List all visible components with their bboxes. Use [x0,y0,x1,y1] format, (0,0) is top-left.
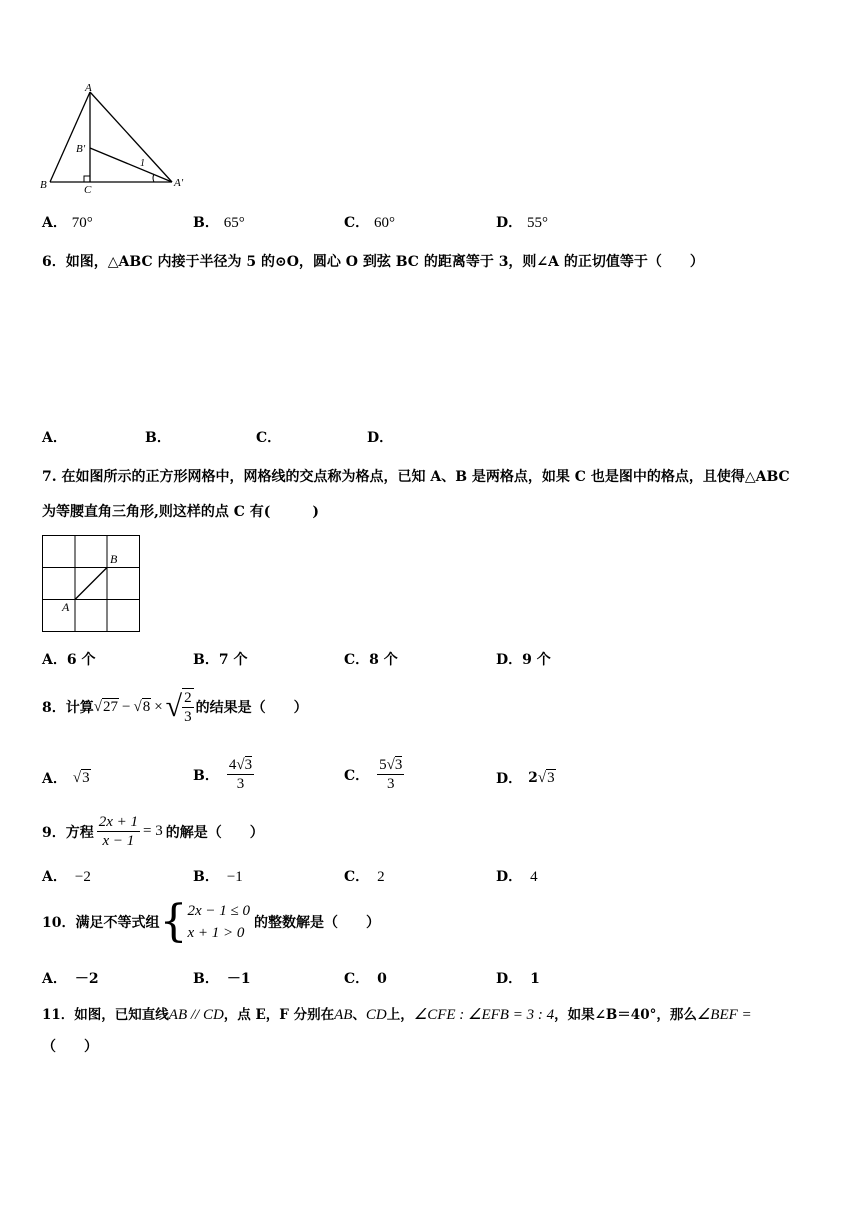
q9-option-c[interactable]: C． 2 [344,869,385,885]
q9-option-d[interactable]: D． 4 [496,869,538,885]
q6-option-a[interactable]: A． [42,430,67,446]
q8-times: × [154,698,163,715]
q7-option-b[interactable]: B．7 个 [193,652,248,668]
q10-option-a[interactable]: A． －2 [42,971,99,987]
q9-option-a[interactable]: A． −2 [42,869,91,885]
q5-option-d[interactable]: D． 55° [496,215,549,231]
question-6-text: 6．如图，△ABC 内接于半径为 5 的⊙O，圆心 O 到弦 BC 的距离等于 3，则∠A 的正切值等于（ ） [42,254,704,270]
grid-label-a: A [62,600,70,614]
q5-option-b[interactable]: B． 65° [193,215,245,231]
q5-option-c[interactable]: C． 60° [344,215,396,231]
q8-fraction-2-3: $\frac{2}{3}$ [184,690,192,725]
right-angle-mark [84,176,90,182]
segment-ab-grid [75,568,107,600]
q10-option-b[interactable]: B． －1 [193,971,251,987]
label-a-prime: A′ [174,177,184,189]
q6-option-b[interactable]: B． [145,430,171,446]
q8-big-radical: √ [165,690,183,723]
q9-fraction: $\frac{2x + 1}{x - 1}$ [98,814,139,849]
label-angle-1: 1 [140,158,145,169]
label-c: C [84,184,92,196]
question-8 [42,688,308,726]
q8-sqrt-8: √8 [133,698,151,715]
q8-suffix: 的结果是（ ） [195,700,308,716]
question-11-line-2: （ ） [42,1039,98,1055]
q8-minus: − [121,698,131,715]
question-10: 10．满足不等式组 { 2x − 1 ≤ 0 x + 1 > 0 的整数解是（ ） [42,896,380,947]
q10-inequality-system: 2x − 1 ≤ 0 x + 1 > 0 [187,903,250,941]
segment-b-prime-a-prime [90,148,172,182]
question-9: 9．方程 $\frac{2x + 1}{x - 1}$ = 3 的解是（ ） [42,814,264,849]
q6-option-c[interactable]: C． [256,430,282,446]
question-11-line-1: 11．如图，已知直线AB // CD，点 E，F 分别在AB、CD上，∠CFE : ∠EFB = 3 : 4，如果∠B＝40°，那么∠BEF = [42,1007,752,1023]
q8-prefix: 8．计算 [42,700,94,716]
q6-option-d[interactable]: D． [367,430,394,446]
label-b: B [40,179,47,191]
triangle-figure-q5 [36,80,196,196]
q8-option-b[interactable]: B． $\frac{4√3}{3}$ [193,757,253,792]
square-grid-figure-q7 [42,535,142,634]
angle-arc [153,174,154,182]
q8-option-a[interactable]: A． √3 [42,769,90,787]
q8-option-d[interactable]: D． 2 √3 [496,769,555,787]
segment-ab [50,92,90,182]
q9-option-b[interactable]: B． −1 [193,869,243,885]
q8-sqrt-27: √27 [93,698,118,715]
q7-option-d[interactable]: D．9 个 [496,652,551,668]
label-b-prime: B′ [76,143,86,155]
q10-left-brace: { [159,896,188,947]
q10-option-d[interactable]: D． 1 [496,971,540,987]
question-7-line-2: 为等腰直角三角形,则这样的点 C 有( ) [42,504,320,520]
q10-option-c[interactable]: C． 0 [344,971,387,987]
q7-option-a[interactable]: A．6 个 [42,652,96,668]
q8-option-c[interactable]: C． $\frac{5√3}{3}$ [344,757,403,792]
q5-option-a[interactable]: A． 70° [42,215,93,231]
segment-aa-prime [90,92,172,182]
question-7-line-1: 7. 在如图所示的正方形网格中，网格线的交点称为格点，已知 A、B 是两格点，如果 C 也是图中的格点，且使得△ABC [42,469,790,485]
q7-option-c[interactable]: C．8 个 [344,652,398,668]
grid-label-b: B [110,552,118,566]
label-a: A [85,82,92,94]
